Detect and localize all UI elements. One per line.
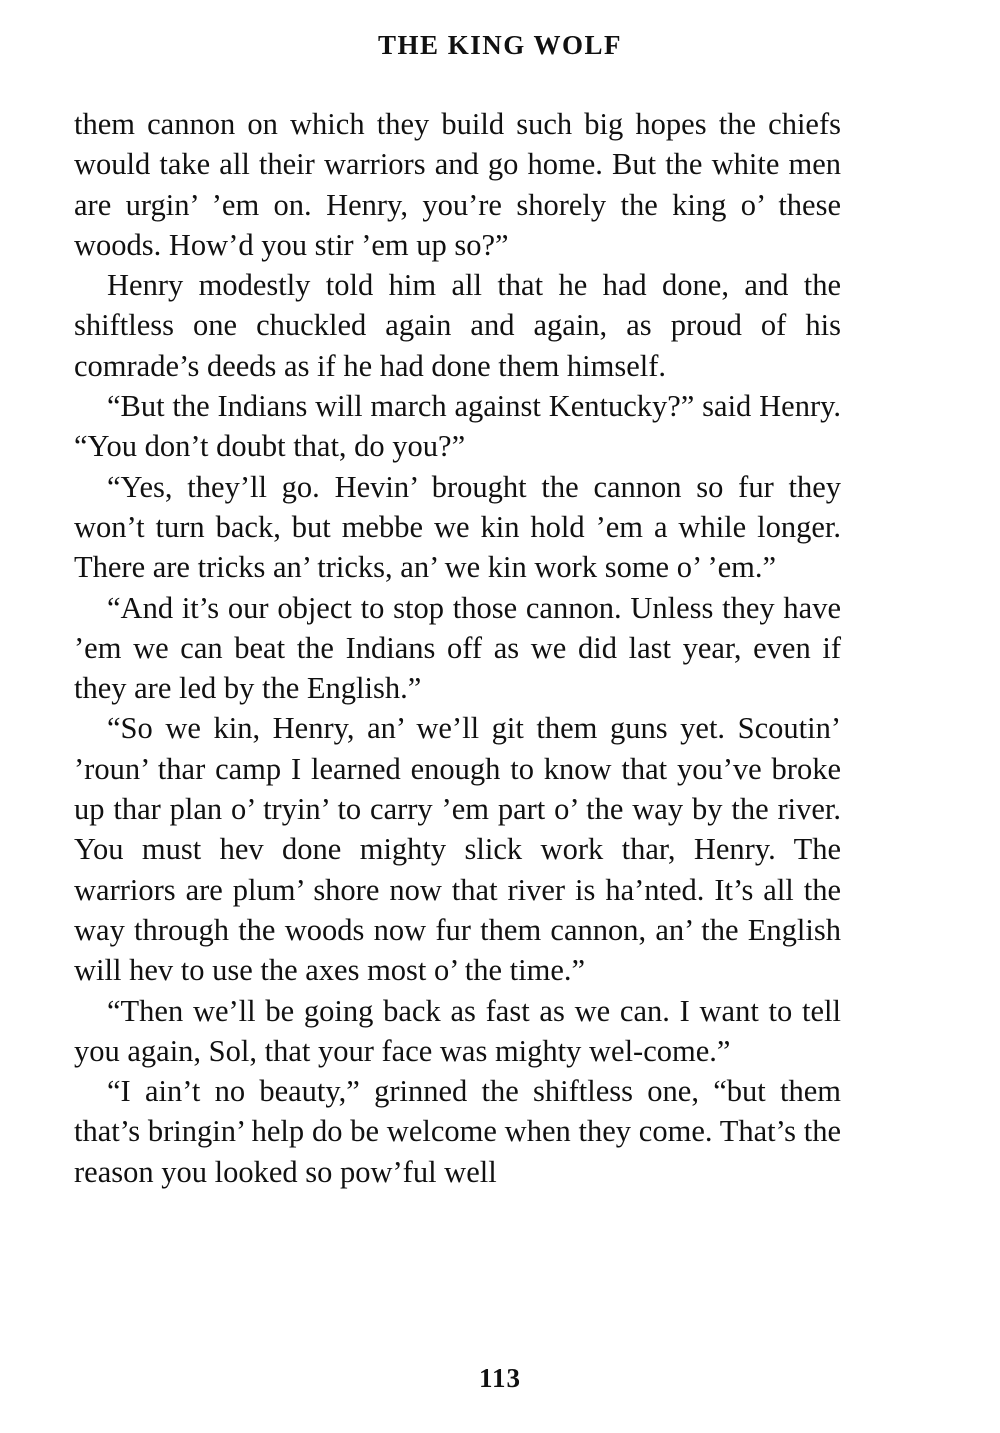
paragraph: “Then we’ll be going back as fast as we can. I want to tell you again, Sol, that your face was mighty wel-come.” — [74, 993, 841, 1068]
paragraph: them cannon on which they build such big hopes the chiefs would take all their warriors and go home. But the white men are urgin’ ’em on. Henry, you’re shorely the king o’ these woods. How’d you stir ’em up so?” — [74, 107, 841, 262]
page-number: 113 — [478, 1363, 521, 1393]
paragraph: “Yes, they’ll go. Hevin’ brought the cannon so fur they won’t turn back, but mebbe we kin hold ’em a while longer. There are tricks an’ tricks, an’ we kin work some o’ ’em.” — [74, 469, 841, 585]
page-body — [74, 104, 841, 1192]
paragraph: “I ain’t no beauty,” grinned the shiftless one, “but them that’s bringin’ help do be welcome when they come. That’s the reason you looked so pow’ful well — [74, 1074, 841, 1189]
running-header: THE KING WOLF — [377, 30, 623, 60]
paragraph: “But the Indians will march against Kentucky?” said Henry. “You don’t doubt that, do you?” — [74, 389, 841, 464]
paragraph: “And it’s our object to stop those cannon. Unless they have ’em we can beat the Indians off as we did last year, even if they are led by the English.” — [74, 590, 841, 706]
paragraph: Henry modestly told him all that he had done, and the shiftless one chuckled again and again, as proud of his comrade’s deeds as if he had done them himself. — [74, 268, 841, 383]
paragraph: “So we kin, Henry, an’ we’ll git them guns yet. Scoutin’ ’roun’ thar camp I learned enough to know that you’ve broke up thar plan o’ tryin’ to carry ’em part o’ the way by the river. You must hev done mighty slick work thar, Henry. The warriors are plum’ shore now that river is ha’nted. It’s all the way through the woods now fur them cannon, an’ the English will hev to use the axes most o’ the time.” — [74, 711, 841, 988]
